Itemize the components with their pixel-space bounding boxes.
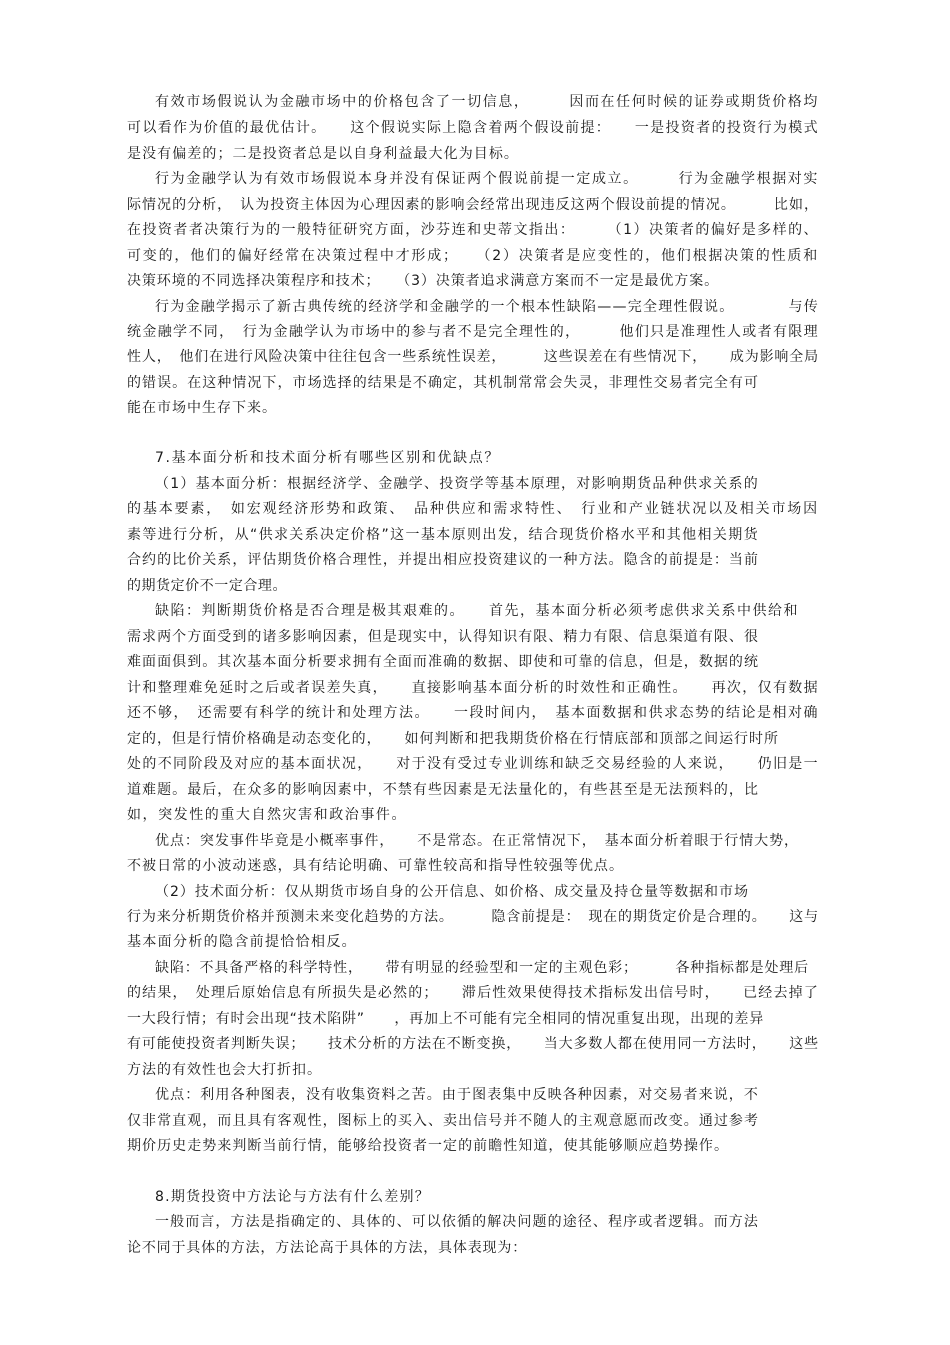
paragraph-line: 决策环境的不同选择决策程序和技术； （3）决策者追求满意方案而不一定是最优方案。 [127,273,720,289]
section-heading: 8.期货投资中方法论与方法有什么差别？ [155,1189,430,1205]
paragraph-line: 行为金融学揭示了新古典传统的经济学和金融学的一个根本性缺陷——完全理性假说。 与传 [155,299,819,315]
paragraph-line: 处的不同阶段及对应的基本面状况， 对于没有受过专业训练和缺乏交易经验的人来说， 仍旧是一 [127,756,820,772]
paragraph-line: 的结果， 处理后原始信息有所损失是必然的； 滞后性效果使得技术指标发出信号时， 已经去掉了 [127,985,819,1001]
paragraph-line: 优点：利用各种图表，没有收集资料之苦。由于图表集中反映各种因素，对交易者来说，不 [155,1087,759,1103]
paragraph-line: 难面面俱到。其次基本面分析要求拥有全面而准确的数据、即使和可靠的信息，但是，数据的统 [127,654,760,670]
paragraph-line: 如，突发性的重大自然灾害和政治事件。 [127,807,408,823]
paragraph-line: 素等进行分析，从“供求关系决定价格”这一基本原则出发，结合现货价格水平和其他相关期货 [127,527,760,543]
paragraph-line: 一般而言，方法是指确定的、具体的、可以依循的解决问题的途径、程序或者逻辑。而方法 [155,1214,759,1230]
paragraph-line: 优点：突发事件毕竟是小概率事件， 不是常态。在正常情况下， 基本面分析着眼于行情大势， [155,833,800,849]
paragraph-line: 能在市场中生存下来。 [127,400,277,416]
paragraph-line: 不被日常的小波动迷惑，具有结论明确、可靠性较高和指导性较强等优点。 [127,858,625,874]
paragraph-line: 论不同于具体的方法，方法论高于具体的方法，具体表现为： [127,1240,528,1256]
paragraph-line: 缺陷：不具备严格的科学特性， 带有明显的经验型和一定的主观色彩； 各种指标都是处理后 [155,960,809,976]
paragraph-line: 仅非常直观，而且具有客观性，图标上的买入、卖出信号并不随人的主观意愿而改变。通过参考 [127,1113,760,1129]
paragraph-line: 合约的比价关系，评估期货价格合理性，并提出相应投资建议的一种方法。隐含的前提是：当前 [127,552,760,568]
paragraph-line: 在投资者者决策行为的一般特征研究方面，沙芬连和史蒂文指出： （1）决策者的偏好是多样的、 [127,222,820,238]
paragraph-line: 性人， 他们在进行风险决策中往往包含一些系统性误差， 这些误差在有些情况下， 成为影响全局 [127,349,819,365]
paragraph-line: 可变的，他们的偏好经常在决策过程中才形成； （2）决策者是应变性的，他们根据决策的性质和 [127,248,819,264]
section-heading: 7.基本面分析和技术面分析有哪些区别和优缺点？ [155,450,501,466]
paragraph-line: 的错误。在这种情况下，市场选择的结果是不确定，其机制常常会失灵，非理性交易者完全有可 [127,375,760,391]
paragraph-line: 道难题。最后，在众多的影响因素中，不禁有些因素是无法量化的，有些甚至是无法预料的，比 [127,782,760,798]
paragraph-line: 统金融学不同， 行为金融学认为市场中的参与者不是完全理性的， 他们只是准理性人或者有限理 [127,324,820,340]
paragraph-line: 的基本要素， 如宏观经济形势和政策、 品种供应和需求特性、 行业和产业链状况以及相关市场因 [127,501,819,517]
paragraph-line: 定的，但是行情价格确是动态变化的， 如何判断和把我期货价格在行情底部和顶部之间运行时所 [127,731,779,747]
paragraph-line: 有可能使投资者判断失误； 技术分析的方法在不断变换， 当大多数人都在使用同一方法时， 这些 [127,1036,819,1052]
paragraph-line: 计和整理难免延时之后或者误差失真， 直接影响基本面分析的时效性和正确性。 再次，仅有数据 [127,680,820,696]
paragraph-line: 有效市场假说认为金融市场中的价格包含了一切信息， 因而在任何时候的证券或期货价格均 [155,94,820,110]
paragraph-line: 的期货定价不一定合理。 [127,578,287,594]
paragraph-line: 行为来分析期货价格并预测未来变化趋势的方法。 隐含前提是： 现在的期货定价是合理的。 这与 [127,909,819,925]
paragraph-line: 还不够， 还需要有科学的统计和处理方法。 一段时间内， 基本面数据和供求态势的结论是相对确 [127,705,819,721]
paragraph-line: 方法的有效性也会大打折扣。 [127,1062,322,1078]
paragraph-line: 是没有偏差的；二是投资者总是以自身利益最大化为目标。 [127,146,520,162]
paragraph-line: 期价历史走势来判断当前行情，能够给投资者一定的前瞻性知道，使其能够顺应趋势操作。 [127,1138,729,1154]
paragraph-line: （2）技术面分析：仅从期货市场自身的公开信息、如价格、成交量及持仓量等数据和市场 [155,884,749,900]
paragraph-line: 可以看作为价值的最优估计。 这个假说实际上隐含着两个假设前提： 一是投资者的投资行为模式 [127,120,820,136]
paragraph-line: 际情况的分析， 认为投资主体因为心理因素的影响会经常出现违反这两个假设前提的情况。 比如， [127,197,819,213]
paragraph-line: 需求两个方面受到的诸多影响因素，但是现实中，认得知识有限、精力有限、信息渠道有限、很 [127,629,760,645]
paragraph-line: （1）基本面分析：根据经济学、金融学、投资学等基本原理，对影响期货品种供求关系的 [155,476,759,492]
paragraph-line: 基本面分析的隐含前提恰恰相反。 [127,934,357,950]
paragraph-line: 行为金融学认为有效市场假说本身并没有保证两个假说前提一定成立。 行为金融学根据对实 [155,171,820,187]
paragraph-line: 缺陷：判断期货价格是否合理是极其艰难的。 首先，基本面分析必须考虑供求关系中供给和 [155,603,799,619]
paragraph-line: 一大段行情；有时会出现“技术陷阱” ，再加上不可能有完全相同的情况重复出现，出现的差异 [127,1011,764,1027]
